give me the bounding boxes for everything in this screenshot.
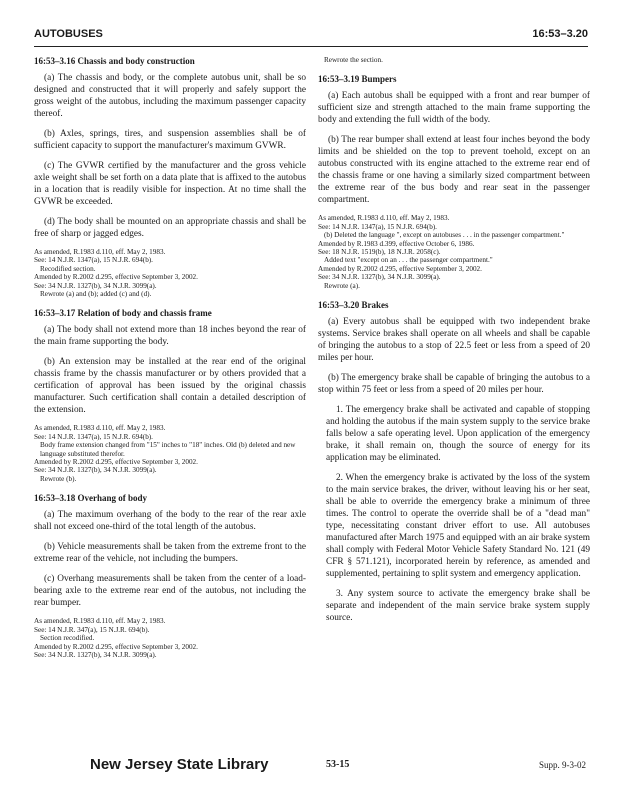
history-line: See: 14 N.J.R. 1347(a), 15 N.J.R. 694(b). [34,432,153,441]
right-column [318,56,590,632]
history-line: See: 34 N.J.R. 1327(b), 34 N.J.R. 3099(a). [318,273,441,282]
history-line: Amended by R.2002 d.295, effective September 3, 2002. [34,642,198,651]
paragraph: (c) Overhang measurements shall be taken from the center of a load-bearing axle to the extreme rear end of the autobus, not including the rear bumper. [34,574,306,609]
page-footer [34,756,588,782]
history-line: See: 14 N.J.R. 1347(a), 15 N.J.R. 694(b). [34,256,153,265]
paragraph: (b) The rear bumper shall extend at least four inches beyond the body limits and be shielded on the top to prevent toehold, except on an autobus constructed with its engine attached to the extreme rear end of the chassis frame or one having a similarly sized compartment between the extreme rear of the bus body and rear seat in the passenger compartment. [318,135,590,206]
history-line: Added text "except on an . . . the passenger compartment." [324,256,493,265]
section-title: 16:53–3.19 Bumpers [318,74,397,85]
paragraph: (a) The chassis and body, or the complete autobus unit, shall be so designed and constructed that it will properly and safely support the gross weight of the autobus, including the maximum passenger capacity thereof. [34,73,306,119]
numbered-paragraph: 2. When the emergency brake is activated by the loss of the system to the main service brakes, the driver, without leaving his or her seat, shall be able to override the emergency brake a minimum of three times. The control to operate the override shall be of a "dead man" type, necessitating constant driver effort to use. All autobuses manufactured after March 1975 and equipped with an air brake system shall comply with Federal Motor Vehicle Safety Standard No. 121 (49 CFR § 571.121), incorporated herein by reference, as amended and supplemented, pertaining to split system and emergency application. [326,473,590,580]
header-rule [34,46,588,47]
history-note [34,424,306,483]
paragraph: (a) The body shall not extend more than 18 inches beyond the rear of the main frame supporting the body. [34,325,306,348]
section-16-53-3-20 [318,300,590,624]
history-line: Body frame extension changed from "15" inches to "18" inches. Old (b) deleted and new language substituted therefor. [40,441,296,458]
history-line: See: 34 N.J.R. 1327(b), 34 N.J.R. 3099(a). [34,650,157,659]
history-line: As amended, R.1983 d.110, eff. May 2, 1983. [34,248,166,256]
history-line: See: 34 N.J.R. 1327(b), 34 N.J.R. 3099(a). [34,281,157,290]
supplement-date: Supp. 9-3-02 [539,760,586,770]
header-section-range: 16:53–3.20 [532,28,588,40]
paragraph: (c) The GVWR certified by the manufacturer and the gross vehicle axle weight shall be set forth on a data plate that is affixed to the autobus in a location that is readily visible for inspection. At no time shall the GVWR be exceeded. [34,161,306,207]
paragraph: (b) The emergency brake shall be capable of bringing the autobus to a stop within 75 feet or less from a speed of 20 miles per hour. [318,373,590,396]
history-line: As amended, R.1983 d.110, eff. May 2, 1983. [34,424,166,433]
history-line: See: 14 N.J.R. 1347(a), 15 N.J.R. 694(b). [318,222,437,231]
history-note [34,617,306,659]
history-line: Rewrote (a). [324,281,360,290]
numbered-paragraph: 3. Any system source to activate the emergency brake shall be separate and independent of the main service brake system supply source. [326,589,590,624]
left-column [34,56,306,669]
history-note [318,214,590,290]
history-line: See: 18 N.J.R. 1519(b), 18 N.J.R. 2058(c). [318,248,441,257]
history-line: See: 14 N.J.R. 347(a), 15 N.J.R. 694(b). [34,625,150,634]
history-line: Amended by R.1983 d.399, effective October 6, 1986. [318,239,475,248]
history-line: See: 34 N.J.R. 1327(b), 34 N.J.R. 3099(a). [34,466,157,475]
section-title: 16:53–3.20 Brakes [318,300,389,311]
history-line: Rewrote (b). [40,474,77,483]
running-header [34,28,588,44]
section-16-53-3-16 [34,56,306,298]
section-title: 16:53–3.18 Overhang of body [34,493,148,504]
section-16-53-3-17 [34,308,306,483]
history-line: Amended by R.2002 d.295, effective September 3, 2002. [318,264,482,273]
section-16-53-3-18 [34,493,306,659]
history-line: Amended by R.2002 d.295, effective September 3, 2002. [34,458,198,467]
history-line: Section recodified. [40,634,95,643]
paragraph: (a) Each autobus shall be equipped with a front and rear bumper of sufficient size and strength attached to the main frame supporting the body and extending the full width of the body. [318,91,590,126]
paragraph: (b) Vehicle measurements shall be taken from the extreme front to the extreme rear of the vehicle, not including the bumpers. [34,542,306,565]
history-line: Recodified section. [40,264,96,273]
numbered-paragraph: 1. The emergency brake shall be activated and capable of stopping and holding the autobus if the main system supply to the service brake falls below a safe operating level. Upon application of the emergency brake, it shall remain on, though the source of energy for its application may be eliminated. [326,405,590,464]
page-number: 53-15 [326,759,350,770]
paragraph: (a) The maximum overhang of the body to the rear of the rear axle shall not exceed one-third of the total length of the autobus. [34,510,306,533]
library-name: New Jersey State Library [90,756,269,773]
section-16-53-3-19 [318,74,590,290]
carryover-note: Rewrote the section. [324,56,383,64]
paragraph: (b) Axles, springs, tires, and suspension assemblies shall be of sufficient capacity to support the manufacturer's maximum GVWR. [34,129,306,151]
history-note [34,248,306,298]
section-title: 16:53–3.17 Relation of body and chassis frame [34,308,212,319]
paragraph: (b) An extension may be installed at the rear end of the original chassis frame by the chassis manufacturer or by others provided that a certification of approval has been issued by the original chassis manufacturer. Such certification shall contain a detailed description of the extension. [34,357,306,416]
section-title: 16:53–3.16 Chassis and body construction [34,56,195,66]
paragraph: (a) Every autobus shall be equipped with two independent brake systems. Service brakes shall operate on all wheels and shall be capable of bringing the autobus to a stop of 22.5 feet or less from a speed of 20 miles per hour. [318,317,590,364]
history-line: As amended, R.1983 d.110, eff. May 2, 1983. [318,214,450,223]
history-line: Rewrote (a) and (b); added (c) and (d). [40,290,152,299]
header-chapter-title: AUTOBUSES [34,28,103,40]
paragraph: (d) The body shall be mounted on an appropriate chassis and shall be free of sharp or jagged edges. [34,217,306,239]
history-line: (b) Deleted the language ", except on autobuses . . . in the passenger compartment." [324,231,565,240]
history-line: As amended, R.1983 d.110, eff. May 2, 1983. [34,617,166,626]
history-line: Amended by R.2002 d.295, effective September 3, 2002. [34,273,198,282]
